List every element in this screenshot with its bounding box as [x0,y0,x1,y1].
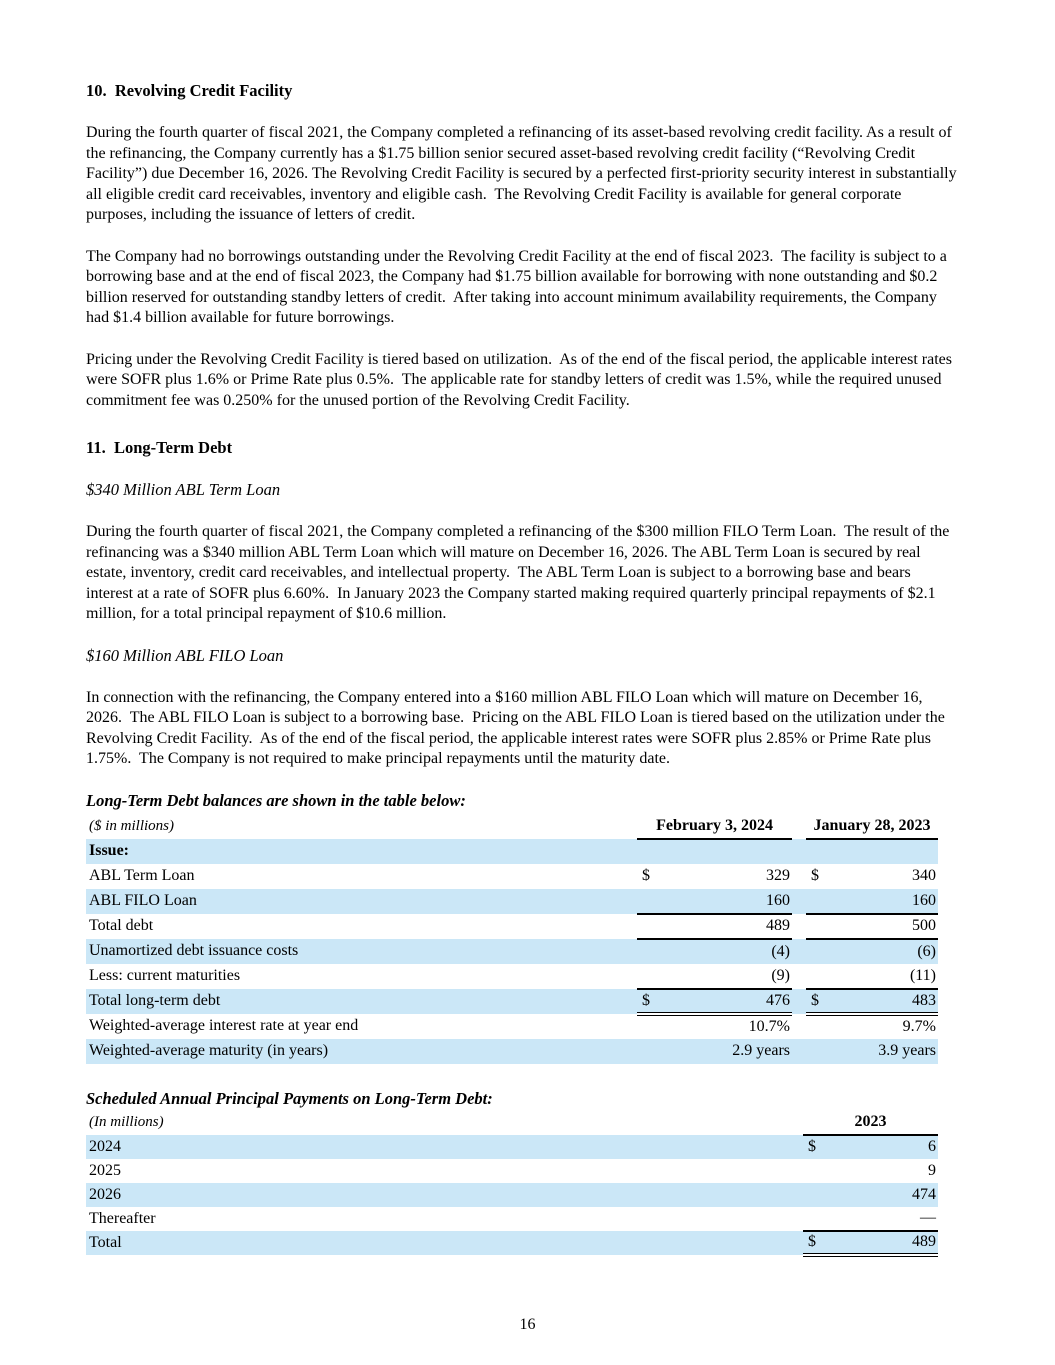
value-cell: (9) [659,964,792,989]
principal-payments-table-caption: Scheduled Annual Principal Payments on Long-Term Debt: [86,1088,493,1108]
value-cell: (6) [828,939,938,964]
dollar-sign-cell: $ [803,1135,830,1159]
paragraph-abl-term-loan: During the fourth quarter of fiscal 2021, the Company completed a refinancing of the $300 million FILO Term Loan. The result of the refinancing was a $340 million ABL Term Loan which will mature on December 16, 2026. The ABL Term Loan is secured by real estate, inventory, credit card receivables, and intellectual property. The ABL Term Loan is subject to a borrowing base and bears interest at a rate of SOFR plus 6.60%. In January 2023 the Company started making required quarterly principal repayments of $2.1 million, for a total principal repayment of $10.6 million. [86,523,954,622]
value-cell: 483 [828,989,938,1014]
value-cell: 2.9 years [659,1039,792,1064]
column-gap [792,864,806,889]
column-gap [792,964,806,989]
value-cell: 9.7% [902,1018,936,1035]
table-row [86,1135,938,1159]
value-cell [828,839,938,864]
value-cell: — [830,1207,938,1231]
row-label: Total debt [89,917,154,934]
row-label: Issue: [86,839,637,864]
dollar-sign-cell [806,1014,828,1039]
dollar-sign-cell: $ [803,1231,830,1255]
value-cell: (4) [659,939,792,964]
dollar-sign-cell [806,889,828,914]
subheading-abl-term-loan: $340 Million ABL Term Loan [86,480,281,499]
value-cell: 160 [828,889,938,914]
row-label: ABL FILO Loan [86,889,637,914]
paragraph-abl-filo-loan: In connection with the refinancing, the Company entered into a $160 million ABL FILO Loan which will mature on December 16, 2026. The ABL FILO Loan is subject to a borrowing base. Pricing on the ABL FILO Loan is tiered based on the utilization under the Revolving Credit Facility. As of the end of the fiscal period, the applicable interest rates were SOFR plus 2.85% or Prime Rate plus 1.75%. The Company is not required to make principal repayments until the maturity date. [86,688,949,767]
dollar-sign-cell [803,1183,830,1207]
row-label: Thereafter [89,1209,156,1227]
section-heading-long-term-debt: 11. Long-Term Debt [86,438,233,457]
dollar-sign-cell [806,964,828,989]
value-cell: 3.9 years [828,1039,938,1064]
paragraph-revolving-overview: During the fourth quarter of fiscal 2021, the Company completed a refinancing of its asset-based revolving credit facility. As a result of the refinancing, the Company currently has a $1.75 billion senior secured asset-based revolving credit facility (“Revolving Credit Facility”) due December 16, 2026. The Revolving Credit Facility is secured by a perfected first-priority security interest in substantially all eligible credit card receivables, inventory and eligible cash. The Revolving Credit Facility is available for general corporate purposes, including the issuance of letters of credit. [86,124,961,223]
value-cell: 489 [659,914,792,939]
dollar-sign-cell [637,1014,659,1039]
dollar-sign-cell [637,839,659,864]
subheading-abl-filo-loan: $160 Million ABL FILO Loan [86,645,284,665]
row-label: Less: current maturities [89,967,241,984]
row-label: Weighted-average interest rate at year end [89,1017,359,1034]
value-cell: 476 [659,989,792,1014]
row-label: Weighted-average maturity (in years) [86,1039,637,1064]
table-header-row [86,1111,938,1135]
table-row [86,864,938,889]
dollar-sign-cell [803,1207,830,1231]
page-number: 16 [519,1316,536,1333]
row-label: Total [86,1231,803,1255]
row-label: Total long-term debt [86,989,637,1014]
value-cell: 10.7% [748,1018,790,1035]
table-row [86,839,938,864]
dollar-sign-cell: $ [637,989,659,1014]
column-header-2023: 2023 [803,1111,938,1135]
value-cell: 474 [830,1183,938,1207]
long-term-debt-table-caption: Long-Term Debt balances are shown in the table below: [86,790,466,810]
principal-payments-table [86,1111,938,1257]
dollar-sign-cell [806,839,828,864]
dollar-sign-cell [637,889,659,914]
table-row [86,1159,938,1183]
table-row [86,989,938,1014]
unit-label: (In millions) [89,1114,164,1130]
table-row [86,1014,938,1039]
table-row [86,889,938,914]
value-cell: (11) [828,964,938,989]
row-label: Unamortized debt issuance costs [86,939,637,964]
table-row [86,1231,938,1255]
column-gap [792,1039,806,1064]
value-cell: 329 [766,867,790,884]
dollar-sign-cell [806,939,828,964]
paragraph-pricing: Pricing under the Revolving Credit Facility is tiered based on utilization. As of the end of the fiscal period, the applicable interest rates were SOFR plus 1.6% or Prime Rate plus 0.5%. The applicable rate for standby letters of credit was 1.5%, while the required unused commitment fee was 0.250% for the unused portion of the Revolving Credit Facility. [86,350,956,409]
column-gap [792,1014,806,1039]
column-header-feb-2024: February 3, 2024 [637,814,792,839]
value-cell [659,839,792,864]
table-row [86,1183,938,1207]
column-header-jan-2023: January 28, 2023 [806,814,938,839]
dollar-sign-cell [803,1159,830,1183]
value-cell: 6 [830,1135,938,1159]
column-gap [792,814,806,839]
row-label: 2025 [89,1161,121,1179]
value-cell: 9 [928,1161,936,1179]
table-row [86,914,938,939]
column-gap [792,939,806,964]
dollar-sign-cell [637,964,659,989]
section-heading-revolving-credit-facility: 10. Revolving Credit Facility [86,81,293,100]
table-row [86,964,938,989]
paragraph-borrowings-outstanding: The Company had no borrowings outstanding under the Revolving Credit Facility at the end of fiscal 2023. The facility is subject to a borrowing base and at the end of fiscal 2023, the Company had $1.75 billion available for borrowing with none outstanding and $0.2 billion reserved for outstanding standby letters of credit. After taking into account minimum availability requirements, the Company had $1.4 billion available for future borrowings. [86,247,951,326]
row-label: 2026 [86,1183,803,1207]
dollar-sign-cell: $ [806,989,828,1014]
row-label: ABL Term Loan [89,867,195,884]
dollar-sign-cell: $ [642,867,650,884]
table-row [86,1039,938,1064]
table-header-row [86,814,938,839]
long-term-debt-table [86,814,938,1064]
column-gap [792,989,806,1014]
column-gap [792,889,806,914]
dollar-sign-cell [637,1039,659,1064]
table-row [86,939,938,964]
row-label: 2024 [86,1135,803,1159]
dollar-sign-cell [806,1039,828,1064]
dollar-sign-cell [637,914,659,939]
dollar-sign-cell [637,939,659,964]
column-gap [792,839,806,864]
column-gap [792,914,806,939]
table-row [86,1207,938,1231]
value-cell: 500 [828,914,938,939]
dollar-sign-cell [806,914,828,939]
value-cell: 160 [659,889,792,914]
dollar-sign-cell: $ [811,867,819,884]
value-cell: 340 [912,867,936,884]
unit-label: ($ in millions) [89,817,174,834]
value-cell: 489 [830,1231,938,1255]
